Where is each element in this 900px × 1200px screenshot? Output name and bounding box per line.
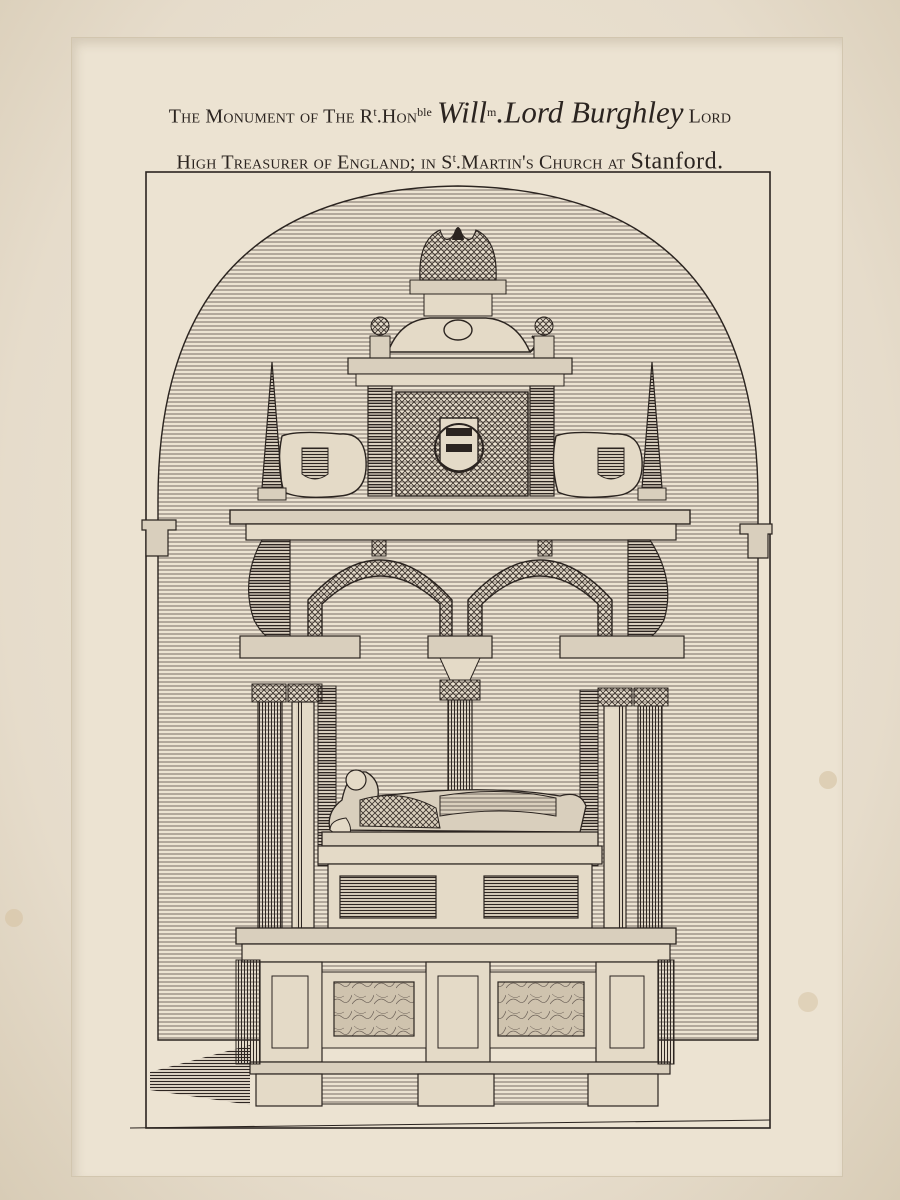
coat-of-arms	[435, 418, 483, 472]
floor-shadow	[150, 1045, 250, 1105]
foxing-spot	[798, 992, 818, 1012]
right-obelisk-base	[638, 488, 666, 500]
caption-text: .Hon	[376, 105, 418, 128]
right-cartouche	[553, 432, 642, 497]
caption-text: Lord	[683, 105, 732, 128]
base-line	[130, 1120, 770, 1128]
caption-superscript: t	[373, 105, 377, 119]
marble-panel-left	[334, 982, 414, 1036]
left-cartouche	[279, 432, 366, 497]
tomb-chest	[318, 832, 602, 932]
caption-superscript: t	[452, 151, 456, 166]
left-obelisk-base	[258, 488, 286, 500]
caption-superscript: ble	[417, 105, 432, 119]
caption-superscript: m	[486, 105, 497, 119]
caption-text: The Monument of The R	[168, 105, 374, 128]
caption-place-name: Stanford.	[630, 148, 724, 175]
caption-script-name: .Lord Burghley	[496, 94, 684, 130]
foxing-spot	[819, 771, 837, 789]
chest-panel-left	[340, 876, 436, 918]
marble-panel-right	[498, 982, 584, 1036]
caption-script-name: Will	[437, 94, 487, 130]
pedestal-base	[236, 928, 676, 1106]
caption-text: .Martin's Church at	[455, 151, 631, 174]
caption-text: High Treasurer of England; in S	[176, 151, 453, 174]
chest-panel-right	[484, 876, 578, 918]
foxing-spot	[5, 909, 23, 927]
